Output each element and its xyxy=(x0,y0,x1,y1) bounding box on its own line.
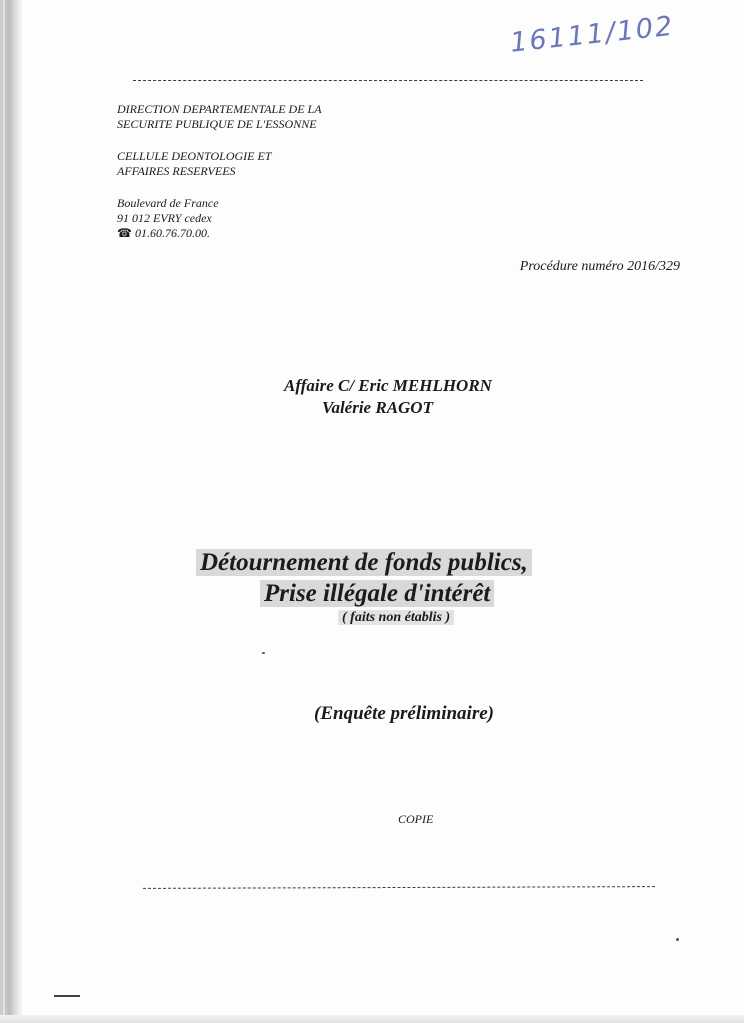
direction-block xyxy=(117,102,417,132)
copie-label: COPIE xyxy=(398,812,434,826)
cellule-line-2: AFFAIRES RESERVEES xyxy=(117,164,236,178)
cellule-line-1: CELLULE DEONTOLOGIE ET xyxy=(117,149,272,163)
direction-line-2: SECURITE PUBLIQUE DE L'ESSONNE xyxy=(117,117,317,131)
address-block xyxy=(117,196,417,241)
affaire-line-1: Affaire C/ Eric MEHLHORN xyxy=(284,376,492,395)
address-phone: 01.60.76.70.00. xyxy=(134,226,210,240)
handwritten-annotation: 16111/102 xyxy=(508,10,676,59)
direction-line-1: DIRECTION DEPARTEMENTALE DE LA xyxy=(117,102,322,116)
infraction-note: ( faits non établis ) xyxy=(338,610,454,625)
scan-edge-line xyxy=(3,0,5,1023)
scan-speck xyxy=(676,938,679,941)
infraction-line-2-row xyxy=(196,578,586,609)
scan-bottom-edge xyxy=(0,1015,744,1023)
infractions-block xyxy=(196,547,586,627)
top-dashed-separator xyxy=(133,80,643,81)
telephone-icon: ☎ xyxy=(117,226,132,240)
affaire-block xyxy=(260,375,580,419)
address-phone-row xyxy=(117,226,417,241)
address-city: 91 012 EVRY cedex xyxy=(117,211,212,225)
address-street: Boulevard de France xyxy=(117,196,219,210)
bottom-dashed-separator xyxy=(143,886,655,889)
procedure-number: Procédure numéro 2016/329 xyxy=(519,259,680,274)
scan-mark xyxy=(54,995,80,997)
infraction-line-2: Prise illégale d'intérêt xyxy=(260,580,494,607)
infraction-line-1-row xyxy=(196,547,586,578)
infraction-line-1: Détournement de fonds publics, xyxy=(196,549,532,576)
affaire-line-2: Valérie RAGOT xyxy=(322,398,433,417)
scan-speck xyxy=(262,652,265,654)
enquete-type: (Enquête préliminaire) xyxy=(314,703,494,724)
infraction-note-row xyxy=(196,609,586,627)
cellule-block xyxy=(117,149,417,179)
